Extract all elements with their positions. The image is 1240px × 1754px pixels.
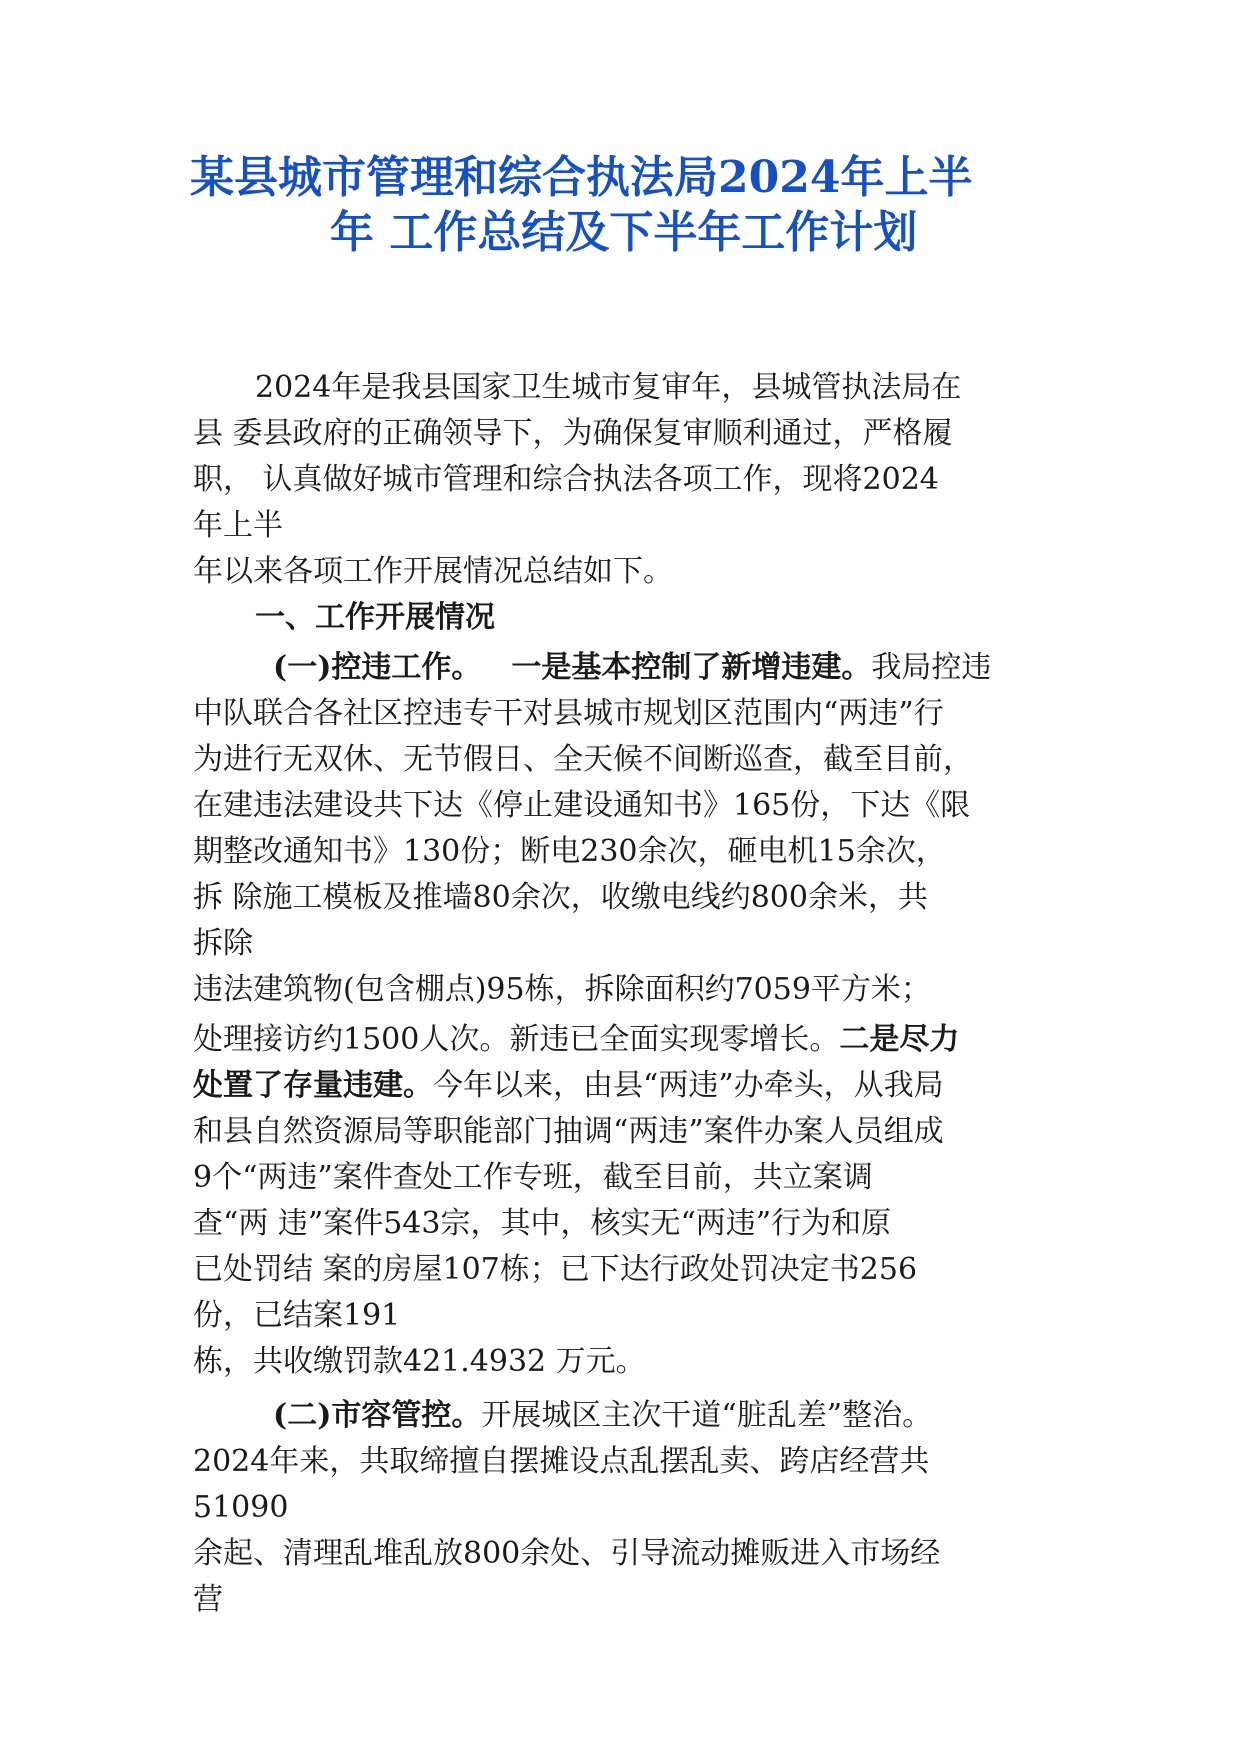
text-run: 开展城区主次干道“脏乱差”整治。 (481, 1398, 933, 1433)
point-title: 处置了存量违建。 (193, 1068, 433, 1103)
intro-line: 年以来各项工作开展情况总结如下。 (193, 554, 673, 589)
paragraph-line: 51090 (193, 1490, 289, 1525)
text-run: 处理接访约1500人次。新违已全面实现零增长。 (193, 1022, 840, 1057)
paragraph-line: 余起、清理乱堆乱放800余处、引导流动摊贩进入市场经 (193, 1536, 941, 1571)
paragraph-line: 为进行无双休、无节假日、全天候不间断巡查，截至目前， (193, 742, 973, 777)
paragraph-line (193, 1017, 1063, 1063)
document-title (190, 150, 1090, 260)
paragraph-line: 营 (193, 1582, 223, 1617)
paragraph-line (193, 1393, 1063, 1439)
paragraph-line: 中队联合各社区控违专干对县城市规划区范围内“两违”行 (193, 696, 944, 731)
paragraph-line: 栋，共收缴罚款421.4932 万元。 (193, 1344, 646, 1379)
section-heading: 一、工作开展情况 (255, 600, 495, 635)
paragraph-line: 查“两 违”案件543宗，其中，核实无“两违”行为和原 (193, 1206, 892, 1241)
paragraph-line: 违法建筑物(包含棚点)95栋，拆除面积约7059平方米； (193, 972, 931, 1007)
paragraph-line: 9个“两违”案件查处工作专班，截至目前，共立案调 (193, 1160, 873, 1195)
paragraph-line (193, 645, 1063, 691)
paragraph-line (193, 1063, 1063, 1109)
paragraph-line: 拆除 (193, 926, 253, 961)
intro-line: 县 委县政府的正确领导下，为确保复审顺利通过，严格履 (193, 416, 953, 451)
paragraph-line: 2024年来，共取缔擅自摆摊设点乱摆乱卖、跨店经营共 (193, 1444, 930, 1479)
paragraph-line: 份，已结案191 (193, 1298, 401, 1333)
intro-line: 职， 认真做好城市管理和综合执法各项工作，现将2024 (193, 462, 939, 497)
title-line-2: 年 工作总结及下半年工作计划 (330, 207, 918, 258)
paragraph-line: 已处罚结 案的房屋107栋；已下达行政处罚决定书256 (193, 1252, 918, 1287)
paragraph-line: 期整改通知书》130份；断电230余次，砸电机15余次， (193, 834, 946, 869)
intro-line: 年上半 (193, 508, 283, 543)
subsection-label: (二)市容管控。 (273, 1398, 482, 1433)
point-title: 一是基本控制了新增违建。 (511, 650, 872, 685)
text-run: 今年以来，由县“两违”办牵头，从我局 (433, 1068, 944, 1103)
text-run: 我局控违 (871, 650, 992, 685)
point-title: 二是尽力 (839, 1022, 960, 1057)
paragraph-line: 在建违法建设共下达《停止建设通知书》165份，下达《限 (193, 788, 971, 823)
title-line-1: 某县城市管理和综合执法局2024年上半 (190, 152, 973, 203)
document-body (193, 365, 1063, 1623)
paragraph-line: 拆 除施工模板及推墙80余次，收缴电线约800余米，共 (193, 880, 928, 915)
paragraph-line: 和县自然资源局等职能部门抽调“两违”案件办案人员组成 (193, 1114, 944, 1149)
subsection-label: (一)控违工作。 (273, 650, 482, 685)
intro-line: 2024年是我县国家卫生城市复审年，县城管执法局在 (255, 370, 962, 405)
